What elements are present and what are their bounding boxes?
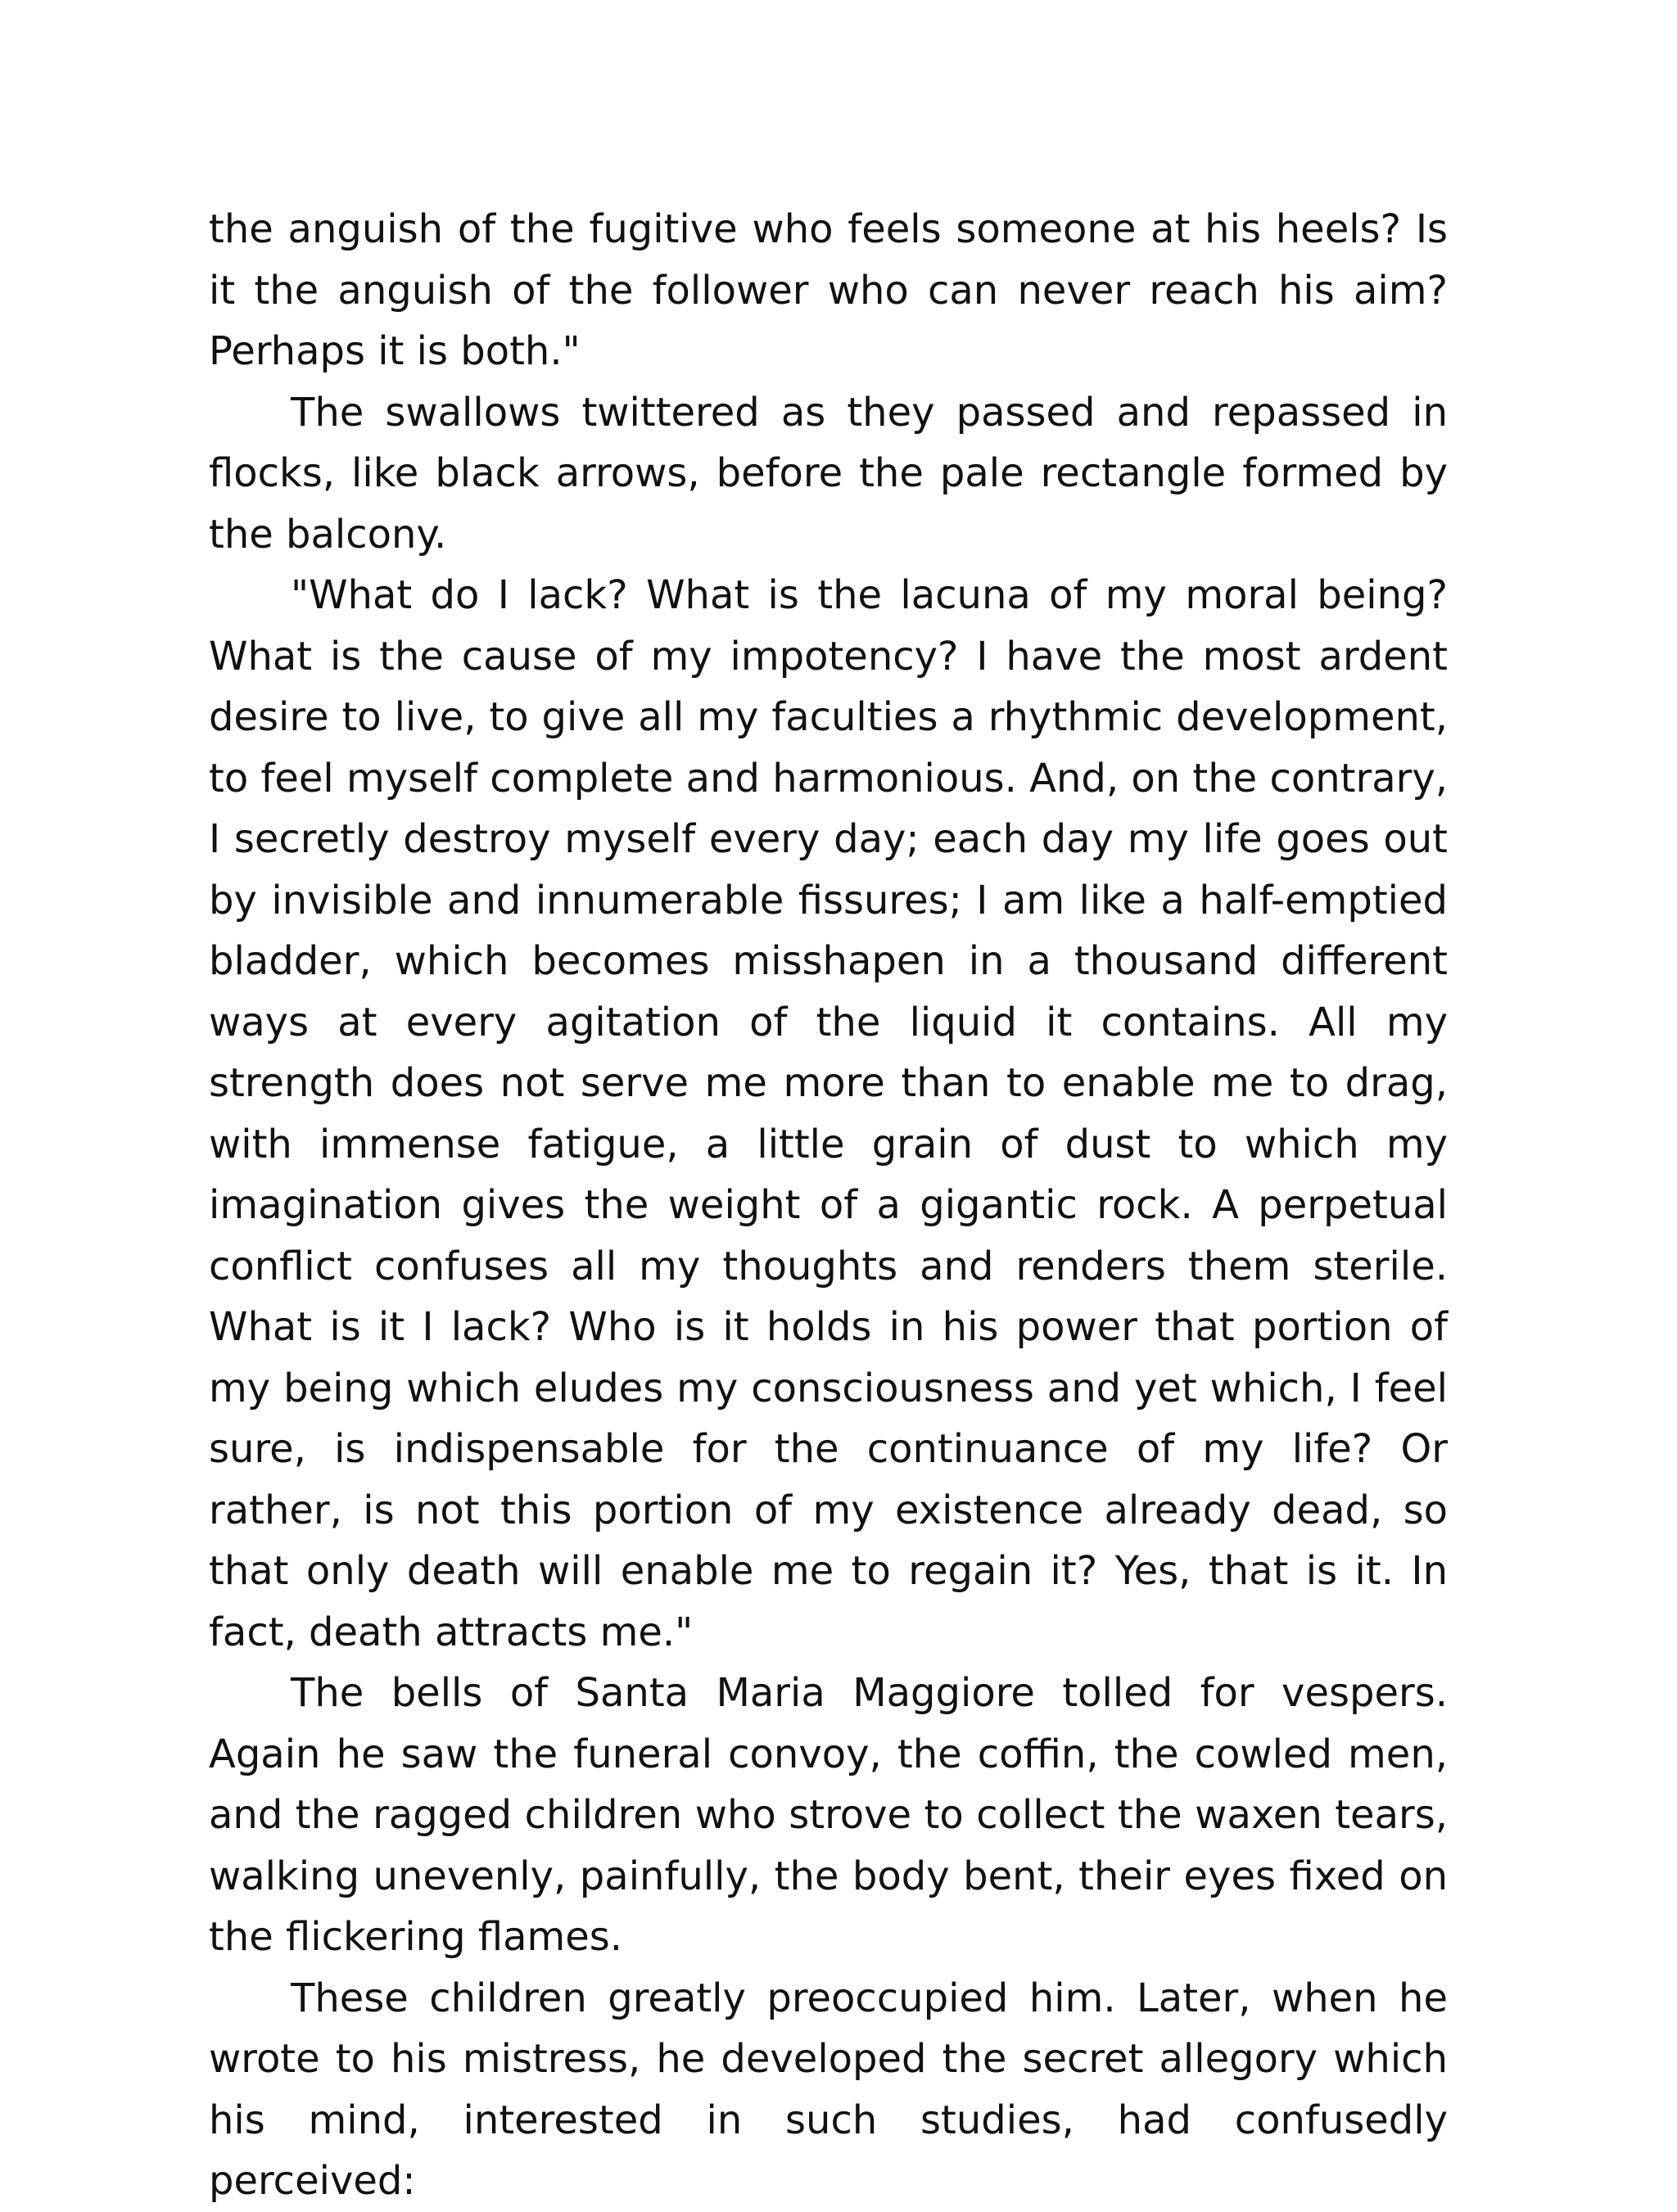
document-page [209, 199, 1448, 2212]
paragraph-bells: The bells of Santa Maria Maggiore tolled for vespers. Again he saw the funeral convoy, the coffin, the cowled men, and the ragged children who strove to collect the waxen tears, walking unevenly, painfully, the body bent, their eyes fixed on the flickering flames. [209, 1670, 1448, 1960]
paragraph-monologue: "What do I lack? What is the lacuna of my moral being? What is the cause of my impotency? I have the most ardent desire to live, to give all my faculties a rhythmic development, to feel myself complete and harmonious. And, on the contrary, I secretly destroy myself every day; each day my life goes out by invisible and innumerable fissures; I am like a half-emptied bladder, which becomes misshapen in a thousand different ways at every agitation of the liquid it contains. All my strength does not serve me more than to enable me to drag, with immense fatigue, a little grain of dust to which my imagination gives the weight of a gigantic rock. A perpetual conflict confuses all my thoughts and renders them sterile. What is it I lack? Who is it holds in his power that portion of my being which eludes my consciousness and yet which, I feel sure, is indispensable for the continuance of my life? Or rather, is not this portion of my existence already dead, so that only death will enable me to regain it? Yes, that is it. In fact, death attracts me." [209, 572, 1449, 1655]
paragraph-children: These children greatly preoccupied him. Later, when he wrote to his mistress, he developed the secret allegory which his mind, interested in such studies, had confusedly perceived: [209, 1975, 1448, 2204]
paragraph-continuation: the anguish of the fugitive who feels someone at his heels? Is it the anguish of the follower who can never reach his aim? Perhaps it is both." [209, 206, 1448, 374]
paragraph-swallows: The swallows twittered as they passed and repassed in flocks, like black arrows, before the pale rectangle formed by the balcony. [209, 389, 1448, 558]
